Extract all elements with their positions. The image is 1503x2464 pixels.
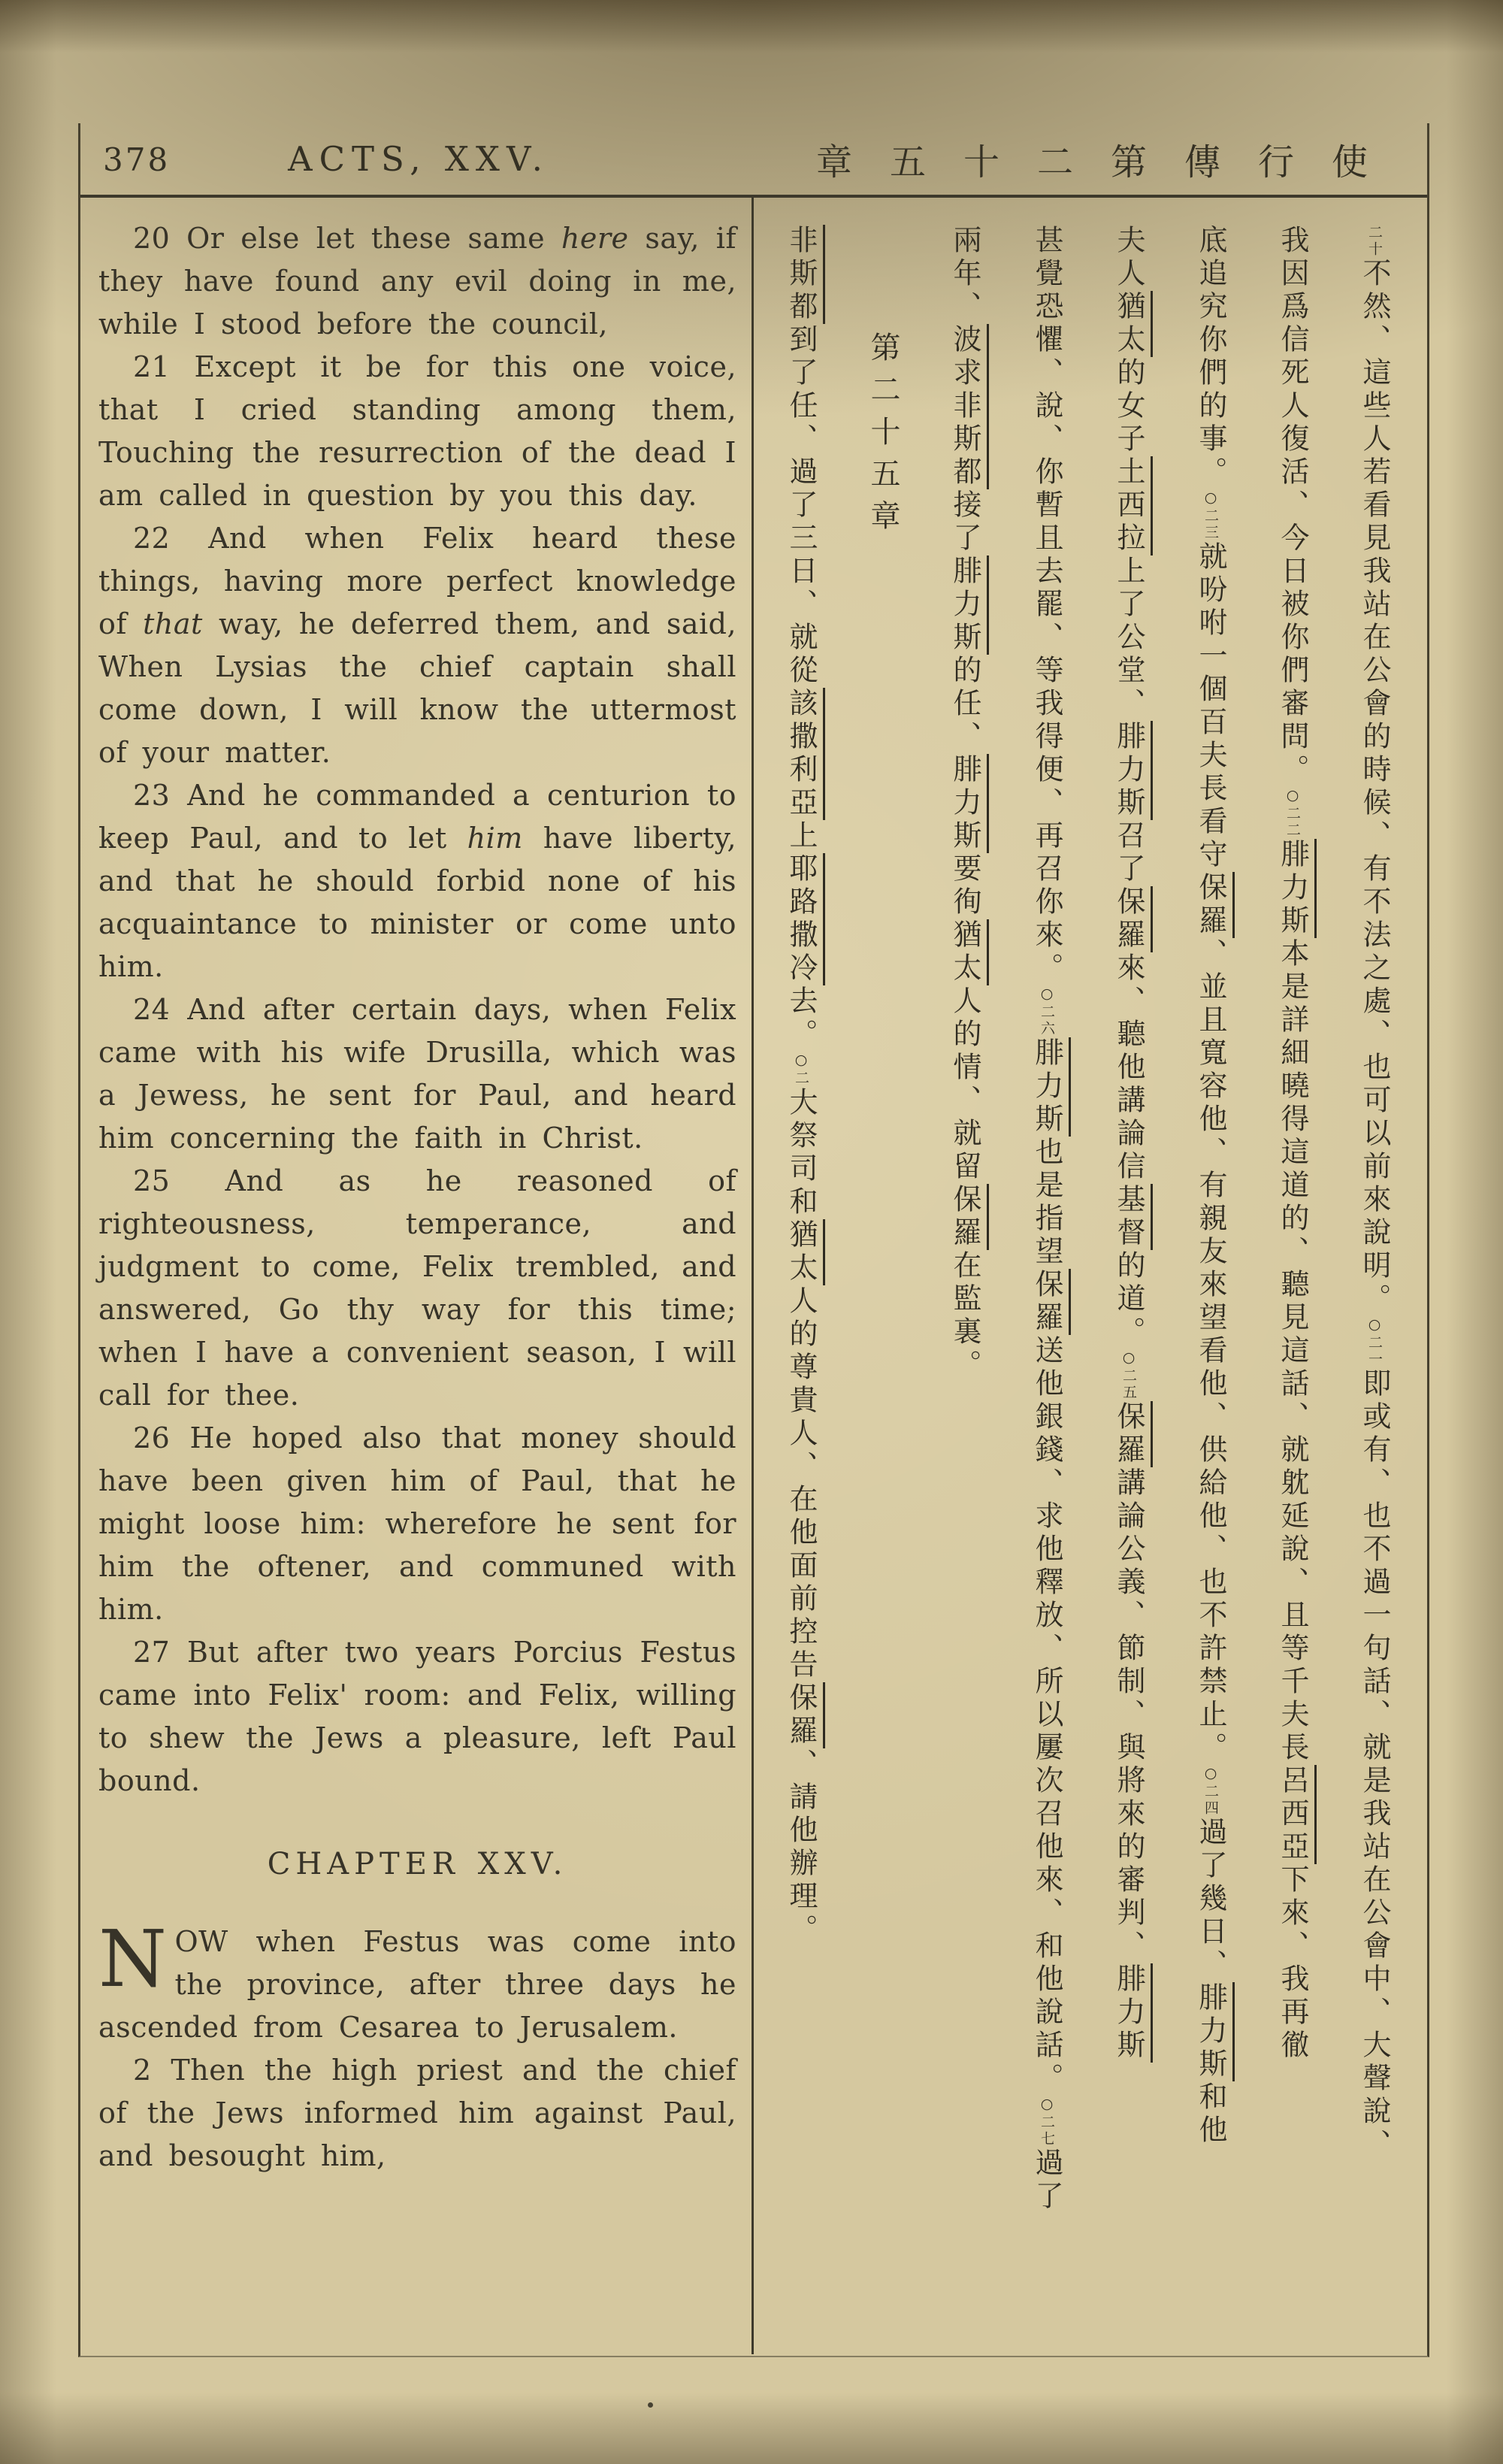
proper-name-text: 腓力斯 bbox=[1112, 721, 1145, 820]
text-segment: 過了 bbox=[1030, 2148, 1063, 2214]
text-segment: NOW when Festus was come into the province, after three days he ascended from Cesarea to Jerusalem. bbox=[98, 1913, 737, 2044]
page-header bbox=[80, 123, 1427, 198]
verse-paragraph bbox=[98, 2049, 736, 2178]
text-segment: 來、聽他講論信 bbox=[1112, 952, 1145, 1184]
verse-paragraph bbox=[98, 346, 736, 517]
proper-name-text: 腓力斯 bbox=[1194, 1982, 1227, 2081]
chapter-heading bbox=[98, 1843, 736, 1886]
text-segment: 不然、這些人若看見我站在公會的時候、有不法之處、也可以前來說明。 bbox=[1358, 258, 1391, 1316]
text-segment: 在監裏。 bbox=[948, 1250, 981, 1382]
proper-name-text: 猶太 bbox=[1112, 291, 1145, 357]
text-segment: have liberty, and that he should forbid none of his acquaintance to minister or come unto him. bbox=[98, 822, 737, 983]
proper-name-text: 耶路撒冷 bbox=[785, 853, 818, 985]
verse-number-marker: ○二六 bbox=[1039, 985, 1055, 1037]
text-segment: 的任、 bbox=[948, 655, 981, 754]
proper-name-text: 非斯都 bbox=[785, 225, 818, 324]
chapter-title-column bbox=[842, 225, 924, 2335]
chinese-text-column bbox=[1333, 225, 1415, 2335]
chinese-text-column bbox=[1169, 225, 1251, 2335]
verse-number-marker: ○二三 bbox=[1202, 489, 1219, 541]
text-segment: 接了 bbox=[948, 489, 981, 555]
text-segment: 22 And when Felix heard these things, having more perfect knowledge of bbox=[98, 522, 737, 640]
chinese-text-column bbox=[1087, 225, 1169, 2335]
chinese-text-column bbox=[1006, 225, 1087, 2335]
text-segment: 大祭司和 bbox=[785, 1087, 818, 1219]
text-segment: 本是詳細曉得這道的、聽見這話、就躭延說、且等千夫長 bbox=[1276, 938, 1309, 1765]
text-segment: 23 And he commanded a centurion to keep Paul, and to let bbox=[98, 779, 737, 855]
text-segment: 的道。 bbox=[1112, 1250, 1145, 1349]
text-segment: 要徇 bbox=[948, 853, 981, 919]
proper-name-text: 保羅 bbox=[785, 1682, 818, 1748]
verse-paragraph bbox=[98, 774, 736, 988]
proper-name-text: 土西拉 bbox=[1112, 456, 1145, 555]
text-segment: 、請他辦理。 bbox=[785, 1748, 818, 1947]
proper-name-text: 保羅 bbox=[948, 1184, 981, 1250]
proper-name-text: 基督 bbox=[1112, 1184, 1145, 1250]
text-segment: 20 Or else let these same bbox=[133, 222, 561, 255]
text-segment: 我因爲信死人復活、今日被你們審問。 bbox=[1276, 225, 1309, 787]
proper-name-text: 保羅 bbox=[1112, 886, 1145, 952]
header-chinese-section bbox=[757, 123, 1427, 195]
page-number: 378 bbox=[103, 141, 171, 178]
verse-paragraph bbox=[98, 1631, 736, 1803]
text-segment: 下來、我再徹 bbox=[1276, 1864, 1309, 2063]
text-segment: 25 And as he reasoned of righteousness, temperance, and judgment to come, Felix trembled, and answered, Go thy way for this time; when I have a convenient season, I will call for thee. bbox=[98, 1164, 737, 1412]
text-segment: 去。 bbox=[785, 985, 818, 1052]
text-segment: 、並且寬容他、有親友來望看他、供給他、也不許禁止。 bbox=[1194, 938, 1227, 1765]
text-segment: 和他 bbox=[1194, 2081, 1227, 2148]
text-segment: 21 Except it be for this one voice, that I cried standing among them, Touching the resurrection of the dead I am called in question by you this day. bbox=[98, 350, 737, 512]
proper-name-text: 該撒利亞 bbox=[785, 688, 818, 820]
text-segment: 送他銀錢、求他釋放、所以屢次召他來、和他說話。 bbox=[1030, 1335, 1063, 2096]
chinese-text-column bbox=[1251, 225, 1333, 2335]
proper-name-text: 腓力斯 bbox=[948, 555, 981, 655]
verse-paragraph bbox=[98, 1160, 736, 1417]
header-english-section bbox=[80, 123, 757, 195]
chinese-column-area bbox=[754, 198, 1427, 2354]
text-segment: 2 Then the high priest and the chief of the Jews informed him against Paul, and besought him, bbox=[98, 2054, 737, 2172]
proper-name-text: 腓力斯 bbox=[1112, 1963, 1145, 2063]
verse-number-marker: ○二一 bbox=[1366, 1316, 1383, 1368]
text-segment: him bbox=[467, 822, 523, 855]
running-title-english: ACTS, XXV. bbox=[288, 139, 549, 179]
proper-name-text: 保羅 bbox=[1194, 872, 1227, 938]
text-segment: 26 He hoped also that money should have been given him of Paul, that he might loose him: wherefore he sent for him the oftener, and communed with him. bbox=[98, 1421, 737, 1626]
proper-name-text: 腓力斯 bbox=[1276, 839, 1309, 938]
text-segment: here bbox=[561, 222, 629, 255]
chinese-text-column bbox=[760, 225, 842, 2335]
proper-name-text: 腓力斯 bbox=[1030, 1037, 1063, 1137]
text-segment: 兩年、 bbox=[948, 225, 981, 324]
text-segment: 的女子 bbox=[1112, 357, 1145, 456]
proper-name-text: 猶太 bbox=[948, 919, 981, 985]
chinese-text-column bbox=[924, 225, 1006, 2335]
english-column bbox=[80, 198, 752, 2354]
text-segment: 27 But after two years Porcius Festus came into Felix' room: and Felix, willing to shew the Jews a pleasure, left Paul bound. bbox=[98, 1636, 737, 1797]
text-segment: that bbox=[143, 607, 203, 640]
text-segment: 召了 bbox=[1112, 820, 1145, 886]
text-segment: 到了任、過了三日、就從 bbox=[785, 324, 818, 688]
proper-name-text: 波求非斯都 bbox=[948, 324, 981, 489]
verse-paragraph bbox=[98, 217, 736, 346]
page-content bbox=[80, 198, 1427, 2354]
text-segment: CHAPTER XXV. bbox=[267, 1847, 568, 1881]
page-frame bbox=[78, 123, 1429, 2357]
text-segment: 甚覺恐懼、說、你暫且去罷、等我得便、再召你來。 bbox=[1030, 225, 1063, 985]
text-segment: 即或有、也不過一句話、就是我站在公會中、大聲說、 bbox=[1358, 1368, 1391, 2162]
verse-paragraph bbox=[98, 1913, 737, 2049]
verse-paragraph bbox=[98, 988, 736, 1160]
verse-number-marker: ○二 bbox=[793, 1052, 809, 1087]
text-segment: 上 bbox=[785, 820, 818, 853]
text-segment: 也是指望 bbox=[1030, 1137, 1063, 1269]
text-segment: 人的情、就留 bbox=[948, 985, 981, 1184]
proper-name-text: 呂西亞 bbox=[1276, 1765, 1309, 1864]
proper-name-text: 猶太 bbox=[785, 1219, 818, 1285]
verse-number-marker: ○二七 bbox=[1039, 2096, 1055, 2148]
verse-number-marker: ○二二 bbox=[1284, 787, 1301, 839]
verse-number-marker: ○二四 bbox=[1202, 1765, 1219, 1817]
proper-name-text: 保羅 bbox=[1112, 1401, 1145, 1467]
text-segment: 過了幾日、 bbox=[1194, 1817, 1227, 1982]
ink-dot-artifact bbox=[648, 2402, 653, 2408]
text-segment: 夫人 bbox=[1112, 225, 1145, 291]
text-segment: 24 And after certain days, when Felix came with his wife Drusilla, which was a Jewess, he sent for Paul, and heard him concerning the faith in Christ. bbox=[98, 993, 737, 1155]
verse-number-marker: ○二五 bbox=[1120, 1349, 1137, 1401]
text-segment: 人的尊貴人、在他面前控告 bbox=[785, 1285, 818, 1682]
verse-paragraph bbox=[98, 517, 736, 774]
text-segment: say, if they have found any evil doing in me, while I stood before the council, bbox=[98, 222, 737, 341]
running-title-chinese: 章五十二第傳行使 bbox=[815, 141, 1405, 183]
text-segment: 底追究你們的事。 bbox=[1194, 225, 1227, 489]
text-segment: 第二十五章 bbox=[866, 331, 900, 542]
text-segment: 就吩咐一個百夫長看守 bbox=[1194, 541, 1227, 872]
text-segment: way, he deferred them, and said, When Lysias the chief captain shall come down, I will know the uttermost of your matter. bbox=[98, 607, 737, 769]
proper-name-text: 腓力斯 bbox=[948, 754, 981, 853]
proper-name-text: 保羅 bbox=[1030, 1269, 1063, 1335]
text-segment: 講論公義、節制、與將來的審判、 bbox=[1112, 1467, 1145, 1963]
verse-paragraph bbox=[98, 1417, 736, 1631]
verse-number-marker: 二十 bbox=[1366, 225, 1383, 258]
text-segment: 上了公堂、 bbox=[1112, 555, 1145, 721]
